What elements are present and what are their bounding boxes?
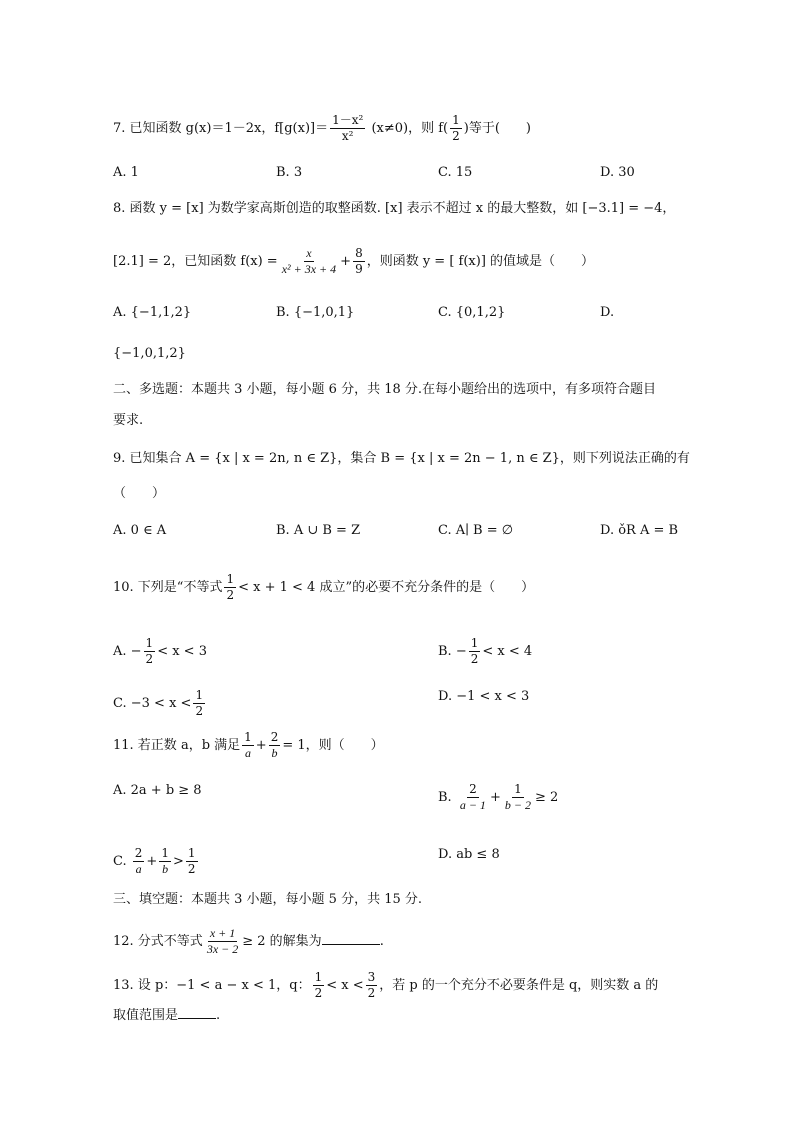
q11-opt-b-d1: a − 1	[459, 798, 486, 812]
q11-opt-c-n2: 1	[161, 846, 169, 860]
q9-line-1: 9. 已知集合 A = {x | x = 2n, n ∈ Z}，集合 B = {x | x = 2n − 1, n ∈ Z}，则下列说法正确的有	[113, 451, 690, 466]
q8-text-a: [2.1] = 2，已知函数 f(x) =	[113, 254, 278, 269]
q10-text-a: 10. 下列是“不等式	[113, 580, 223, 595]
q10-fraction	[224, 572, 236, 603]
q11-opt-c-d2: b	[162, 862, 169, 876]
q13-line2-text: 取值范围是	[113, 1008, 179, 1023]
q10-opt-a-den: 2	[145, 652, 154, 666]
q8-text-b: ，则函数 y = [ f(x)] 的值域是（ ）	[366, 254, 595, 269]
q12-text-a: 12. 分式不等式	[113, 934, 203, 949]
q12-fraction	[205, 926, 240, 957]
q11-opt-c-d1: a	[135, 862, 142, 876]
q13-f1-num: 1	[314, 970, 323, 984]
q9-option-c: C. A∣ B = ∅	[438, 523, 514, 538]
q11-text-a: 11. 若正数 a，b 满足	[113, 738, 241, 753]
q10-opt-b-fraction	[469, 636, 481, 667]
q13-line-2	[113, 1006, 220, 1025]
q10-opt-c-den: 2	[195, 704, 204, 718]
q7-option-a: A. 1	[113, 165, 139, 180]
q11-opt-b-d2: b − 2	[504, 798, 531, 812]
q7-arg-fraction	[450, 113, 462, 144]
q11-opt-c-pre: C.	[113, 854, 127, 869]
q11-opt-c-fraction-1	[133, 846, 145, 877]
q11-opt-b-post: ≥ 2	[534, 790, 559, 805]
q10-option-c	[113, 688, 207, 719]
q9-option-b: B. A ∪ B = Z	[276, 523, 361, 538]
q8-c-denominator: 9	[355, 262, 363, 276]
q9-line-2: （ ）	[113, 486, 166, 501]
q10-stem	[113, 572, 534, 603]
q10-opt-b-num: 1	[470, 636, 479, 650]
q10-option-d: D. −1 < x < 3	[438, 689, 530, 704]
q12-numerator: x + 1	[209, 926, 236, 940]
q8-f-numerator: x	[306, 246, 312, 260]
q11-opt-c-n1: 2	[134, 846, 143, 860]
q8-c-numerator: 8	[355, 246, 363, 260]
q11-opt-b-fraction-1	[458, 782, 488, 813]
q8-option-c: C. {0,1,2}	[438, 305, 506, 320]
q13-f2-num: 3	[367, 970, 376, 984]
q11-option-a: A. 2a + b ≥ 8	[113, 783, 202, 798]
q10-opt-a-fraction	[144, 636, 156, 667]
q8-f-fraction	[280, 246, 338, 277]
q11-opt-c-d3: 2	[187, 862, 196, 876]
q11-opt-c-fraction-3	[186, 846, 198, 877]
q8-plus: +	[340, 254, 352, 269]
q7-fraction	[330, 113, 365, 144]
q12-text-b: ≥ 2 的解集为	[242, 934, 322, 949]
q8-line-1: 8. 函数 y = [x] 为数学家高斯创造的取整函数. [x] 表示不超过 x 的最大整数，如 [−3.1] = −4，	[113, 201, 676, 216]
q13-line2-end: .	[216, 1008, 221, 1023]
q13-text-b: ，若 p 的一个充分不必要条件是 q，则实数 a 的	[379, 978, 659, 993]
q11-opt-b-pre: B.	[438, 790, 452, 805]
q10-opt-a-post: < x < 3	[157, 644, 207, 659]
q12-stem	[113, 926, 384, 957]
q10-opt-c-fraction	[193, 688, 205, 719]
q10-text-b: < x + 1 < 4 成立”的必要不充分条件的是（ ）	[238, 580, 535, 595]
q11-f1-num: 1	[244, 730, 252, 744]
q8-c-fraction	[353, 246, 365, 277]
q13-line-1	[113, 970, 658, 1001]
q10-option-b	[438, 636, 532, 667]
q13-f1-den: 2	[314, 986, 323, 1000]
q11-f2-den: b	[271, 746, 278, 760]
q13-answer-blank[interactable]	[178, 1006, 216, 1019]
q8-option-d: D.	[600, 305, 615, 320]
q13-lt: < x <	[326, 978, 364, 993]
q11-opt-b-n1: 2	[469, 782, 477, 796]
q7-text-c: )等于( )	[463, 121, 531, 136]
q7-frac-numerator: 1－x²	[332, 113, 364, 127]
q10-opt-b-pre: B. −	[438, 644, 467, 659]
q12-text-end: .	[379, 934, 384, 949]
section-2-heading-cont: 要求.	[113, 413, 144, 428]
q11-fraction-2	[269, 730, 281, 761]
q13-text-a: 13. 设 p：−1 < a − x < 1，q：	[113, 978, 311, 993]
q11-text-b: = 1，则（ ）	[282, 738, 384, 753]
q10-opt-a-pre: A. −	[113, 644, 142, 659]
q11-opt-b-plus: +	[489, 790, 501, 805]
q10-opt-b-post: < x < 4	[482, 644, 533, 659]
section-2-heading: 二、多选题：本题共 3 小题，每小题 6 分，共 18 分.在每小题给出的选项中，有多项符合题目	[113, 382, 657, 397]
q12-denominator: 3x − 2	[206, 942, 239, 956]
q7-option-d: D. 30	[600, 165, 635, 180]
q8-option-a: A. {−1,1,2}	[113, 305, 192, 320]
q11-f1-den: a	[244, 746, 251, 760]
q10-opt-b-den: 2	[470, 652, 479, 666]
q8-option-b: B. {−1,0,1}	[276, 305, 355, 320]
q13-fraction-1	[313, 970, 325, 1001]
q11-plus: +	[255, 738, 267, 753]
q11-fraction-1	[242, 730, 254, 761]
q11-option-b	[438, 782, 558, 813]
q7-frac-denominator: x²	[341, 129, 354, 143]
q11-stem	[113, 730, 384, 761]
q10-numerator: 1	[226, 572, 235, 586]
q11-option-c	[113, 846, 200, 877]
q8-line-2	[113, 246, 594, 277]
q11-option-d: D. ab ≤ 8	[438, 847, 500, 862]
q10-opt-c-num: 1	[195, 688, 204, 702]
q9-option-d: D. ǒR A = B	[600, 523, 679, 538]
q8-option-d-value: {−1,0,1,2}	[113, 346, 186, 361]
q11-opt-c-n3: 1	[187, 846, 196, 860]
q11-f2-num: 2	[270, 730, 279, 744]
q12-answer-blank[interactable]	[322, 932, 380, 945]
q13-fraction-2	[366, 970, 378, 1001]
q8-f-denominator: x² + 3x + 4	[281, 262, 337, 276]
q11-opt-b-n2: 1	[514, 782, 522, 796]
q7-option-c: C. 15	[438, 165, 473, 180]
section-3-heading: 三、填空题：本题共 3 小题，每小题 5 分，共 15 分.	[113, 892, 423, 907]
q11-opt-c-fraction-2	[159, 846, 171, 877]
q9-option-a: A. 0 ∈ A	[113, 523, 167, 538]
q10-opt-c-pre: C. −3 < x <	[113, 696, 192, 711]
q10-denominator: 2	[226, 588, 235, 602]
q7-text-a: 7. 已知函数 g(x)＝1－2x，f[g(x)]＝	[113, 121, 329, 136]
q7-arg-denominator: 2	[452, 129, 460, 143]
q13-f2-den: 2	[367, 986, 376, 1000]
q7-text-b: (x≠0)，则 f(	[371, 121, 449, 136]
q7-arg-numerator: 1	[452, 113, 460, 127]
q7-option-b: B. 3	[276, 165, 303, 180]
q10-opt-a-num: 1	[145, 636, 154, 650]
q11-opt-c-plus: +	[146, 854, 158, 869]
q10-option-a	[113, 636, 207, 667]
question-7-stem	[113, 113, 531, 144]
q11-opt-b-fraction-2	[503, 782, 533, 813]
q11-opt-c-gt: >	[172, 854, 184, 869]
